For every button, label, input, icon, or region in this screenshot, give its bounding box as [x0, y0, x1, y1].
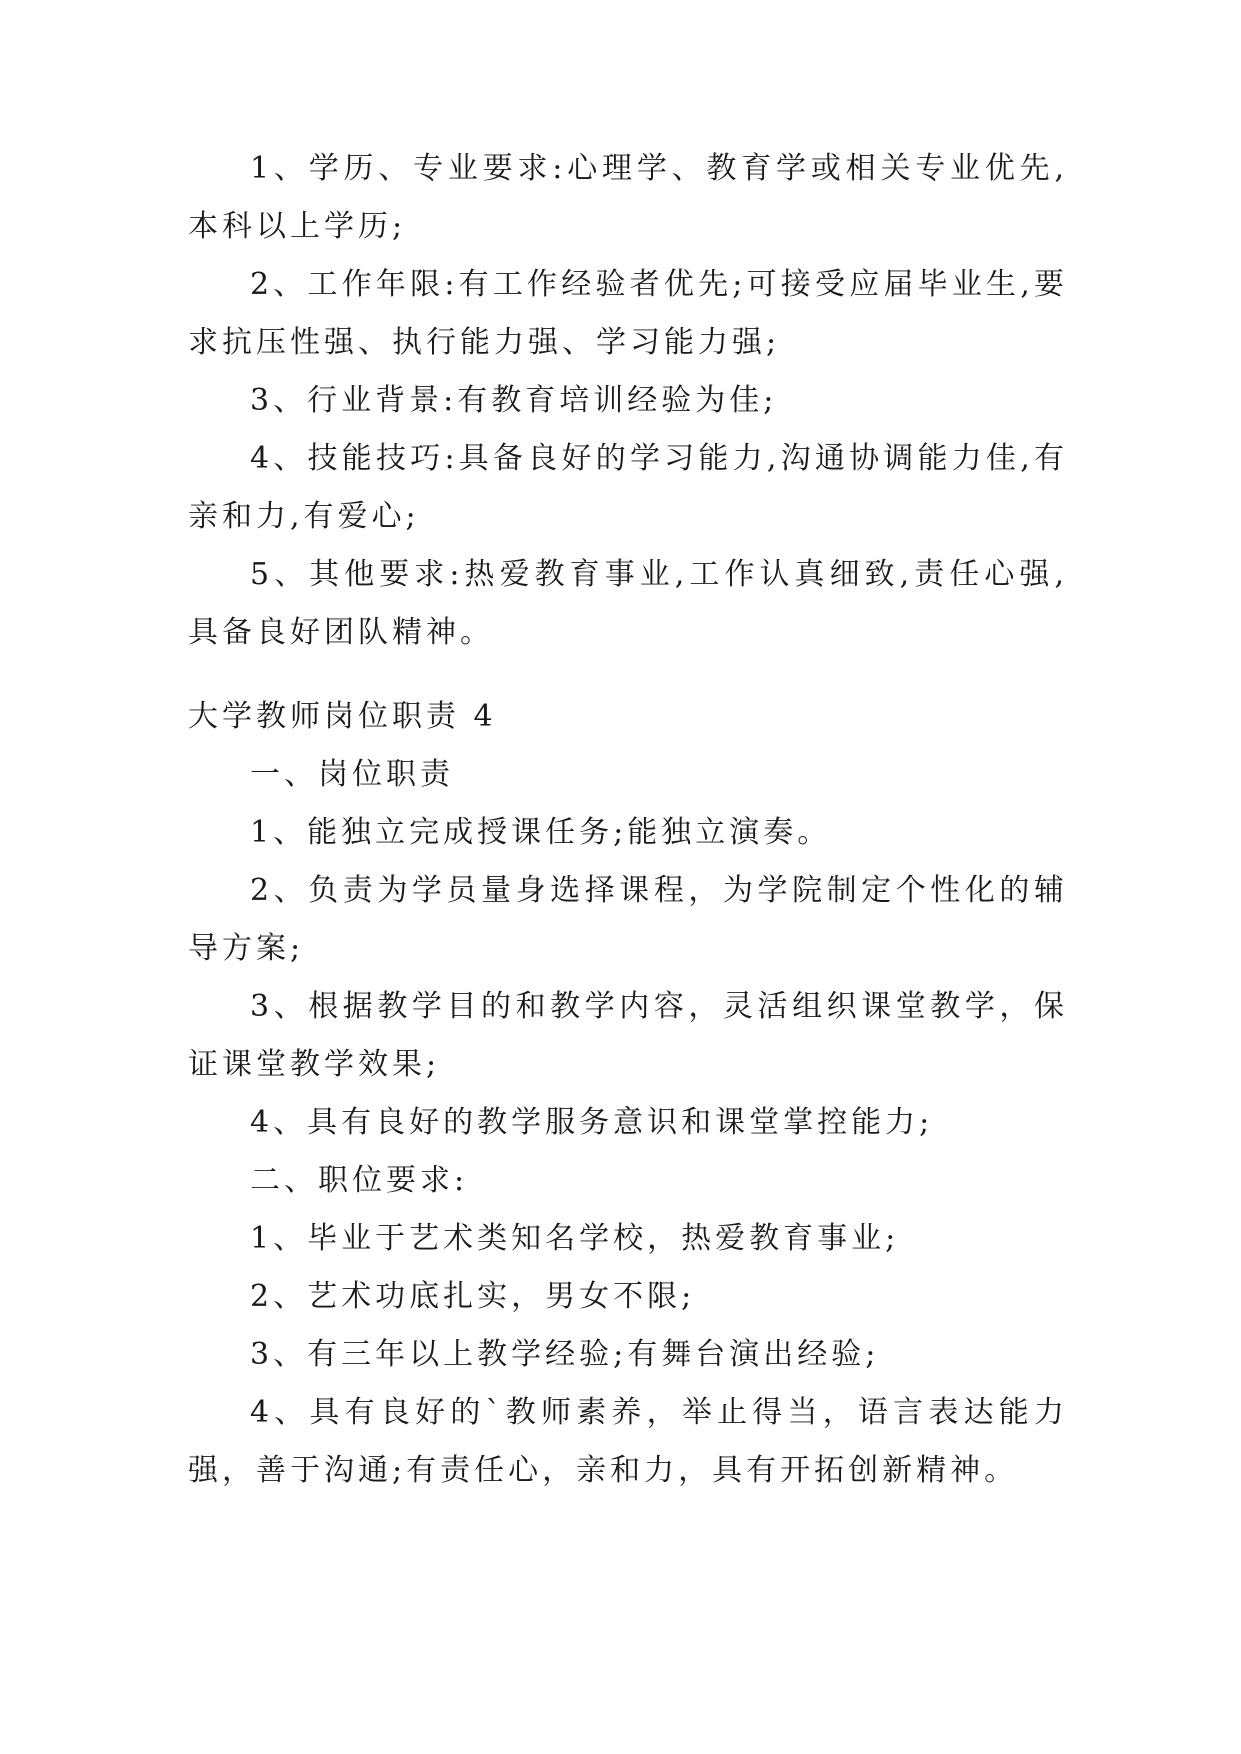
job-requirement-item: 3、有三年以上教学经验;有舞台演出经验;: [250, 1337, 880, 1372]
duty-item: 1、能独立完成授课任务;能独立演奏。: [250, 815, 832, 850]
duty-item: 4、具有良好的教学服务意识和课堂掌控能力;: [250, 1105, 934, 1140]
duties-heading: 一、岗位职责: [250, 757, 454, 792]
job-requirement-item: 2、艺术功底扎实，男女不限;: [250, 1279, 696, 1314]
requirements-section: [188, 140, 1068, 662]
duty-item: 2、负责为学员量身选择课程，为学院制定个性化的辅导方案;: [188, 873, 1068, 966]
requirement-item: 5、其他要求:热爱教育事业,工作认真细致,责任心强,具备良好团队精神。: [188, 557, 1068, 650]
requirement-item: 1、学历、专业要求:心理学、教育学或相关专业优先,本科以上学历;: [188, 151, 1068, 244]
requirements-heading: 二、职位要求:: [250, 1163, 469, 1198]
job-requirement-item: 4、具有良好的`教师素养，举止得当，语言表达能力强，善于沟通;有责任心，亲和力，具有开拓创新精神。: [188, 1395, 1068, 1488]
requirement-item: 4、技能技巧:具备良好的学习能力,沟通协调能力佳,有亲和力,有爱心;: [188, 441, 1068, 534]
section-title: 大学教师岗位职责 4: [188, 699, 497, 734]
job-description-section: [188, 688, 1068, 1500]
duty-item: 3、根据教学目的和教学内容，灵活组织课堂教学，保证课堂教学效果;: [188, 989, 1068, 1082]
requirement-item: 2、工作年限:有工作经验者优先;可接受应届毕业生,要求抗压性强、执行能力强、学习能力强;: [188, 267, 1068, 360]
requirement-item: 3、行业背景:有教育培训经验为佳;: [250, 383, 778, 418]
job-requirement-item: 1、毕业于艺术类知名学校，热爱教育事业;: [250, 1221, 900, 1256]
